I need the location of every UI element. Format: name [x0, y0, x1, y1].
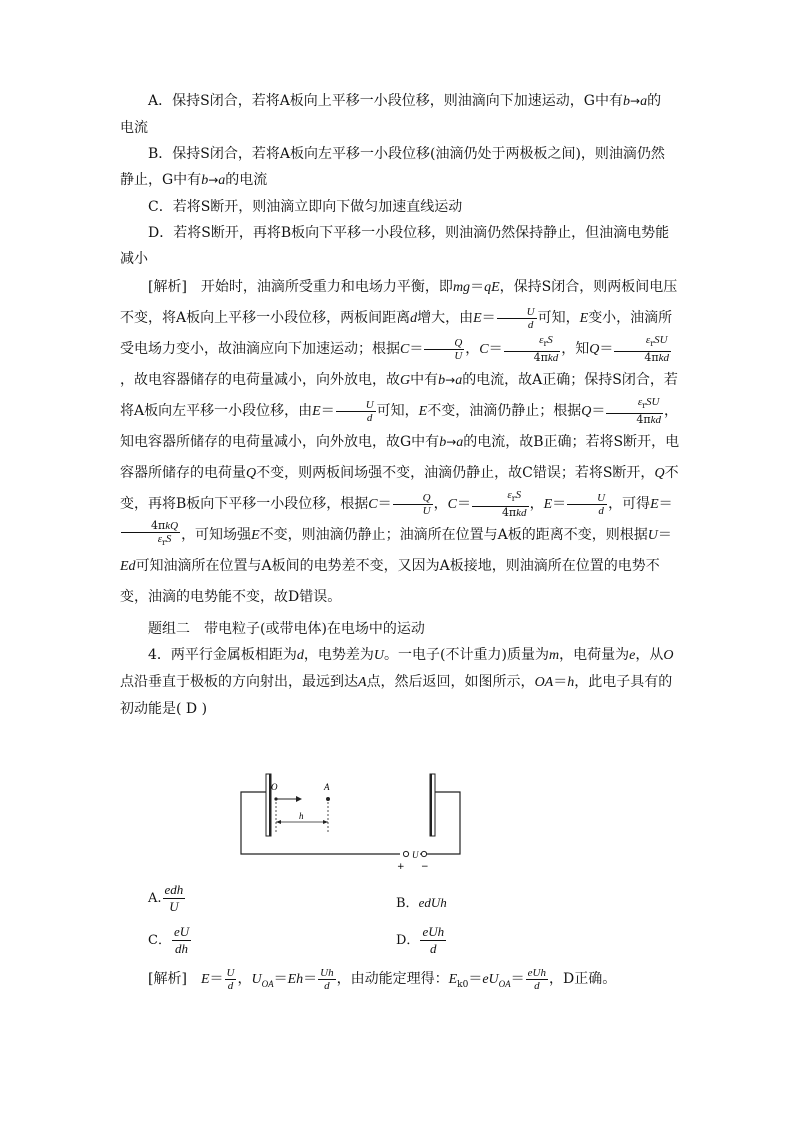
option-a-q3: A．保持S闭合，若将A板向上平移一小段位移，则油滴向下加速运动，G中有b→a的 电流: [120, 93, 662, 136]
label-minus: −: [421, 862, 429, 872]
option-b-q3: B．保持S闭合，若将A板向左平移一小段位移(油滴仍处于两极板之间)，则油滴仍然 静止，G中有b→a的电流: [120, 146, 665, 188]
section-heading: 题组二 带电粒子(或带电体)在电场中的运动: [148, 621, 425, 637]
analysis-tag: [解析]: [148, 279, 187, 295]
option-c-q3: C．若将S断开，则油滴立即向下做匀加速直线运动: [148, 199, 463, 215]
option-c-q4: C． $\frac{eU}{dh}$: [148, 924, 190, 956]
point-a: [326, 797, 330, 801]
label-plus: +: [397, 862, 405, 872]
document-page: [120, 88, 680, 722]
analysis-q3: [解析] 开始时，油滴所受重力和电场力平衡，即mg＝qE，保持S闭合，则两板间电压不变，将A板向上平移一小段位移，两板间距离d增大，由E＝ $\frac{U}{d}$ 可知，E变小，油滴所受电场力变小，故油滴应向下加速运动；根据C＝ $\frac{Q}{U}$ ，C＝ $\frac{\varepsilon_rS}{\text{4πkd}}$ ，知Q＝ $\frac{\varepsilon_rSU}{\text{4πkd}}$ ，故电容器储存的电荷量减小，向外放电，故G中有b→a的电流，故A正确；保持S闭合，若将A板向左平移一小段位移，由E＝ $\frac{U}{d}$ 可知，E不变，油滴仍静止；根据Q＝ $\frac{\varepsilon_rSU}{\text{4πkd}}$ ，知电容器所储存的电荷量减小，向外放电，故G中有b→a的电流，故B正确；若将S断开，电容器所储存的电荷量Q不变，则两板间场强不变，油滴仍静止，故C错误；若将S断开，Q不变，再将B板向下平移一小段位移，根据C＝ $\frac{Q}{U}$ ，C＝ $\frac{\varepsilon_rS}{\text{4πkd}}$ ，E＝ $\frac{U}{d}$ ，可得E＝ $\frac{\text{4πkQ}}{\varepsilon_rS}$ ，可知场强E不变，则油滴仍静止；油滴所在位置与A板的距离不变，则根据U＝Ed可知油滴所在位置与A板间的电势差不变，又因为A板接地，则油滴所在位置的电势不变，油滴的电势能不变，故D错误。: [120, 279, 680, 605]
terminal-minus: [421, 851, 426, 856]
circuit-diagram: [238, 772, 464, 872]
question-4: 4．两平行金属板相距为d，电势差为U。一电子(不计重力)质量为m，电荷量为e，从O点沿垂直于极板的方向射出，最远到达A点，然后返回，如图所示，OA＝h，此电子具有的初动能是( D ): [120, 647, 674, 717]
option-a-q4: A. $\frac{\text{edh}}{U}$: [148, 882, 184, 914]
label-a: A: [324, 782, 330, 792]
terminal-plus: [403, 851, 408, 856]
label-o: O: [271, 782, 278, 792]
label-h: h: [299, 811, 304, 821]
q4-options: [148, 880, 648, 962]
option-b-q4: B．edUh: [396, 895, 447, 911]
option-d-q4: D． $\frac{\text{eUh}}{d}$: [396, 924, 445, 956]
left-wire: [241, 792, 278, 854]
analysis-q4: [解析] E＝ $\frac{U}{d}$ ，$U_{OA}=Eh=$ $\frac{Uh}{d}$ ，由动能定理得：$E_{k0}=eU_{OA}=$ $\frac{\text{eUh}}{d}$ ，D正确。: [148, 966, 617, 992]
label-u: U: [412, 850, 419, 860]
option-d-q3: D．若将S断开，再将B板向下平移一小段位移，则油滴仍然保持静止，但油滴电势能 减小: [120, 225, 670, 267]
